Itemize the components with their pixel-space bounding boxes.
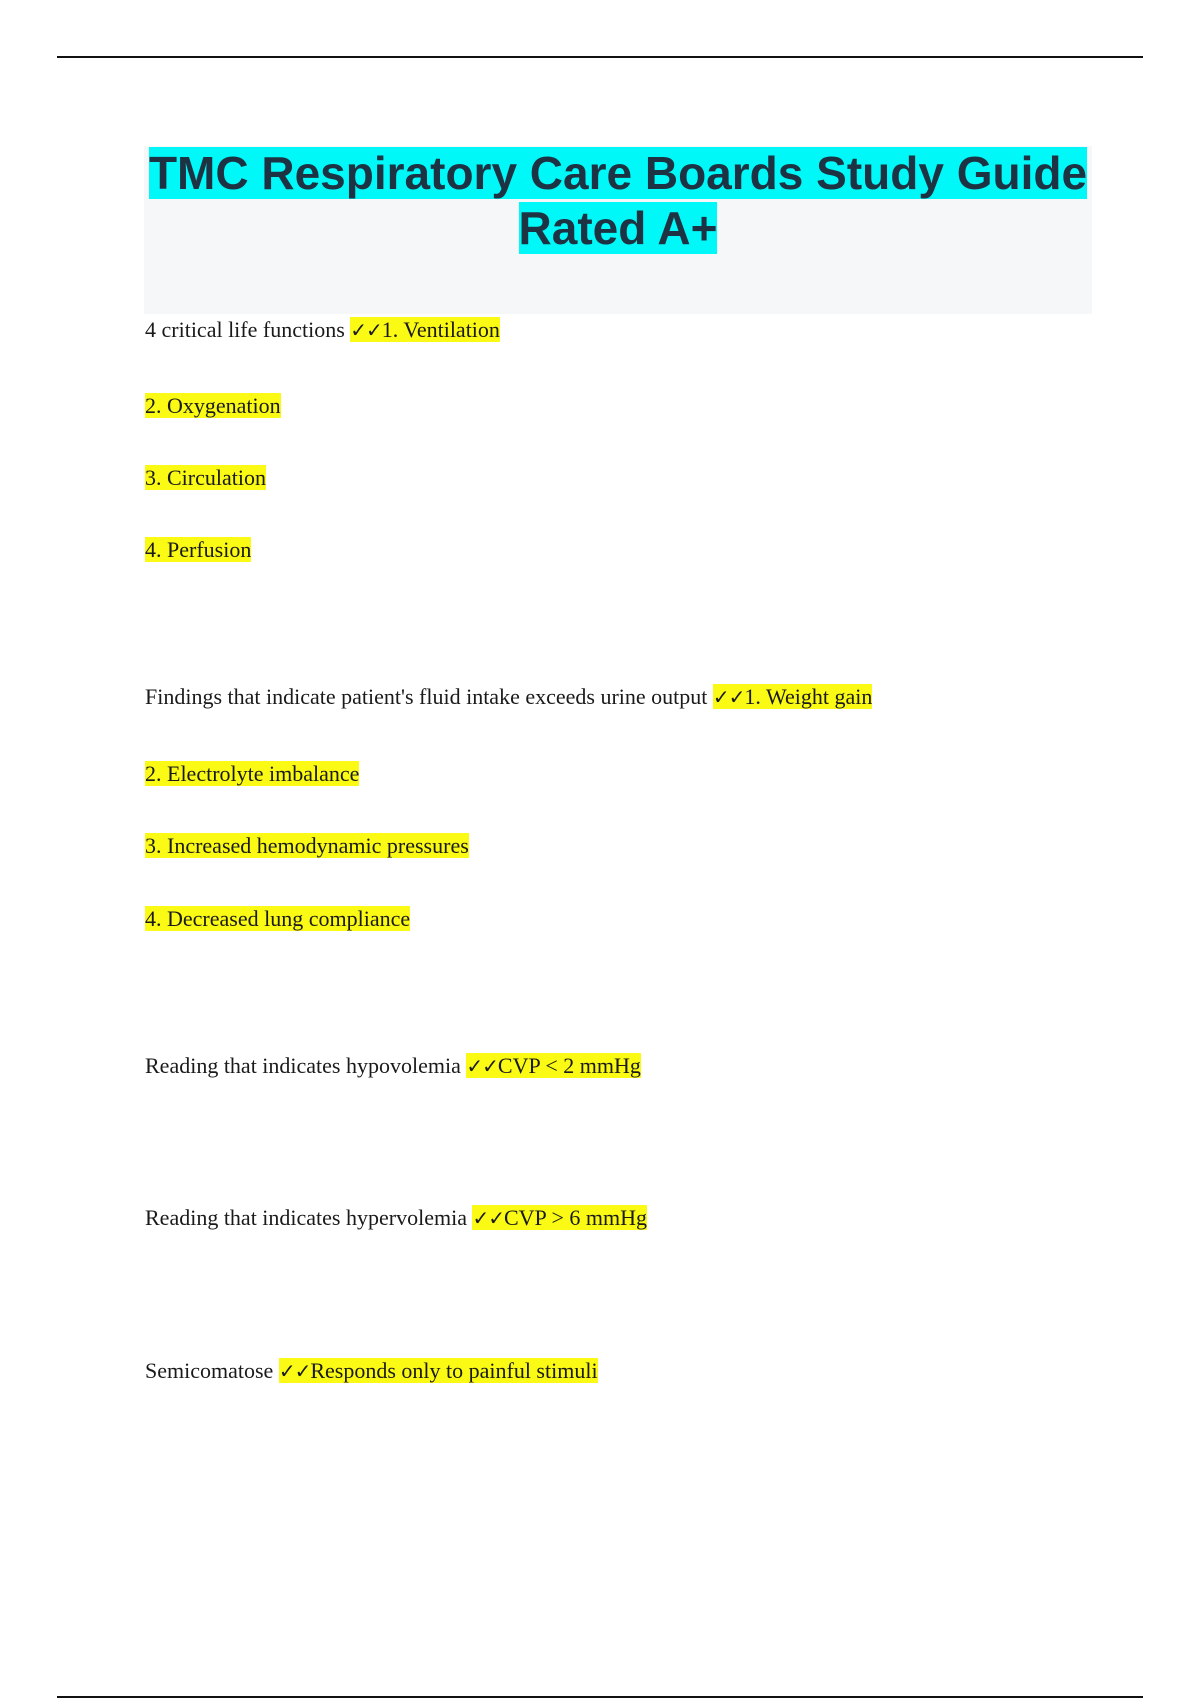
answer-text: 4. Perfusion — [145, 537, 252, 562]
answer-text: 2. Oxygenation — [145, 393, 281, 418]
check-mark-icon: ✓✓ — [278, 1359, 311, 1383]
qa-line — [145, 1203, 647, 1233]
answer-text: CVP > 6 mmHg — [503, 1205, 647, 1230]
title-banner — [144, 146, 1092, 314]
check-mark-icon: ✓✓ — [466, 1054, 498, 1078]
check-mark-icon: ✓✓ — [472, 1206, 504, 1230]
check-mark-icon: ✓✓ — [712, 685, 745, 709]
answer-text: 3. Circulation — [145, 465, 266, 490]
answer-highlight — [713, 684, 873, 709]
answer-line — [145, 831, 469, 861]
question-text: Reading that indicates hypovolemia — [145, 1053, 461, 1078]
answer-text: 1. Weight gain — [744, 684, 873, 709]
bottom-divider — [57, 1696, 1143, 1698]
answer-text: 3. Increased hemodynamic pressures — [145, 833, 469, 858]
answer-highlight — [472, 1205, 647, 1230]
answer-text: 2. Electrolyte imbalance — [145, 761, 360, 786]
answer-line — [145, 759, 359, 789]
qa-line — [145, 315, 500, 345]
answer-line — [145, 904, 410, 934]
answer-text: Responds only to painful stimuli — [310, 1358, 598, 1383]
qa-line — [145, 682, 872, 712]
question-text: Semicomatose — [145, 1358, 274, 1383]
answer-highlight — [279, 1358, 598, 1383]
question-text: 4 critical life functions — [145, 317, 345, 342]
qa-line — [145, 1051, 641, 1081]
answer-text: 1. Ventilation — [381, 317, 500, 342]
qa-line — [145, 1356, 598, 1386]
answer-line — [145, 463, 266, 493]
answer-text: CVP < 2 mmHg — [497, 1053, 641, 1078]
answer-line — [145, 535, 251, 565]
question-text: Findings that indicate patient's fluid intake exceeds urine output — [145, 684, 708, 709]
answer-line — [145, 391, 281, 421]
answer-highlight — [350, 317, 500, 342]
question-text: Reading that indicates hypervolemia — [145, 1205, 467, 1230]
check-mark-icon: ✓✓ — [350, 318, 382, 342]
top-divider — [57, 56, 1143, 58]
answer-text: 4. Decreased lung compliance — [145, 906, 411, 931]
answer-highlight — [466, 1053, 641, 1078]
document-title: TMC Respiratory Care Boards Study Guide Rated A+ — [148, 147, 1088, 254]
